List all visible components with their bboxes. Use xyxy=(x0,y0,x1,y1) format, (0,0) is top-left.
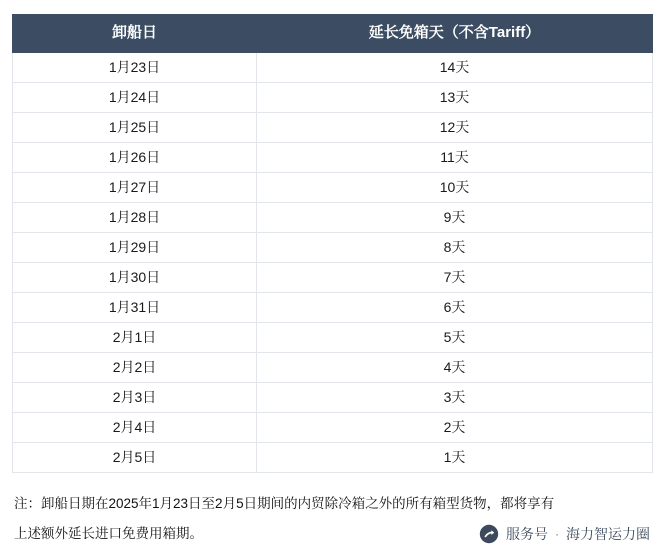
cell-discharge-date: 1月23日 xyxy=(13,53,257,83)
cell-free-days: 13天 xyxy=(257,83,653,113)
table-header-row xyxy=(13,15,653,53)
cell-free-days: 1天 xyxy=(257,443,653,473)
table-row xyxy=(13,143,653,173)
footer-separator: · xyxy=(555,527,559,541)
table-row xyxy=(13,203,653,233)
table-row xyxy=(13,53,653,83)
footer-account-type: 服务号 xyxy=(506,526,548,542)
cell-free-days: 14天 xyxy=(257,53,653,83)
column-header-discharge-date: 卸船日 xyxy=(13,15,257,53)
cell-discharge-date: 1月28日 xyxy=(13,203,257,233)
cell-discharge-date: 1月25日 xyxy=(13,113,257,143)
table-row xyxy=(13,173,653,203)
table-row xyxy=(13,83,653,113)
cell-free-days: 8天 xyxy=(257,233,653,263)
table-row xyxy=(13,323,653,353)
cell-discharge-date: 1月31日 xyxy=(13,293,257,323)
cell-discharge-date: 2月4日 xyxy=(13,413,257,443)
cell-discharge-date: 2月2日 xyxy=(13,353,257,383)
table-row xyxy=(13,413,653,443)
cell-discharge-date: 1月30日 xyxy=(13,263,257,293)
cell-discharge-date: 2月3日 xyxy=(13,383,257,413)
footer-attribution xyxy=(479,524,650,544)
cell-free-days: 4天 xyxy=(257,353,653,383)
table-row xyxy=(13,443,653,473)
cell-free-days: 3天 xyxy=(257,383,653,413)
cell-free-days: 7天 xyxy=(257,263,653,293)
column-header-extended-free-days: 延长免箱天（不含Tariff） xyxy=(257,15,653,53)
cell-free-days: 10天 xyxy=(257,173,653,203)
cell-discharge-date: 1月26日 xyxy=(13,143,257,173)
circle-logo-icon xyxy=(479,524,499,544)
table-body xyxy=(13,53,653,473)
cell-free-days: 12天 xyxy=(257,113,653,143)
note-line-2: 上述额外延长进口免费用箱期。 xyxy=(14,526,203,541)
cell-discharge-date: 2月5日 xyxy=(13,443,257,473)
cell-free-days: 5天 xyxy=(257,323,653,353)
table-row xyxy=(13,293,653,323)
table-row xyxy=(13,233,653,263)
cell-free-days: 2天 xyxy=(257,413,653,443)
table-row xyxy=(13,263,653,293)
cell-free-days: 6天 xyxy=(257,293,653,323)
cell-discharge-date: 1月24日 xyxy=(13,83,257,113)
free-time-table xyxy=(12,14,653,473)
cell-free-days: 11天 xyxy=(257,143,653,173)
note-line-1: 注：卸船日期在2025年1月23日至2月5日期间的内贸除冷箱之外的所有箱型货物，都将享有 xyxy=(14,496,555,511)
table-row xyxy=(13,113,653,143)
cell-free-days: 9天 xyxy=(257,203,653,233)
cell-discharge-date: 1月27日 xyxy=(13,173,257,203)
table-row xyxy=(13,353,653,383)
footer-account-name: 海力智运力圈 xyxy=(566,526,650,542)
cell-discharge-date: 1月29日 xyxy=(13,233,257,263)
table-row xyxy=(13,383,653,413)
cell-discharge-date: 2月1日 xyxy=(13,323,257,353)
table-header xyxy=(13,15,653,53)
